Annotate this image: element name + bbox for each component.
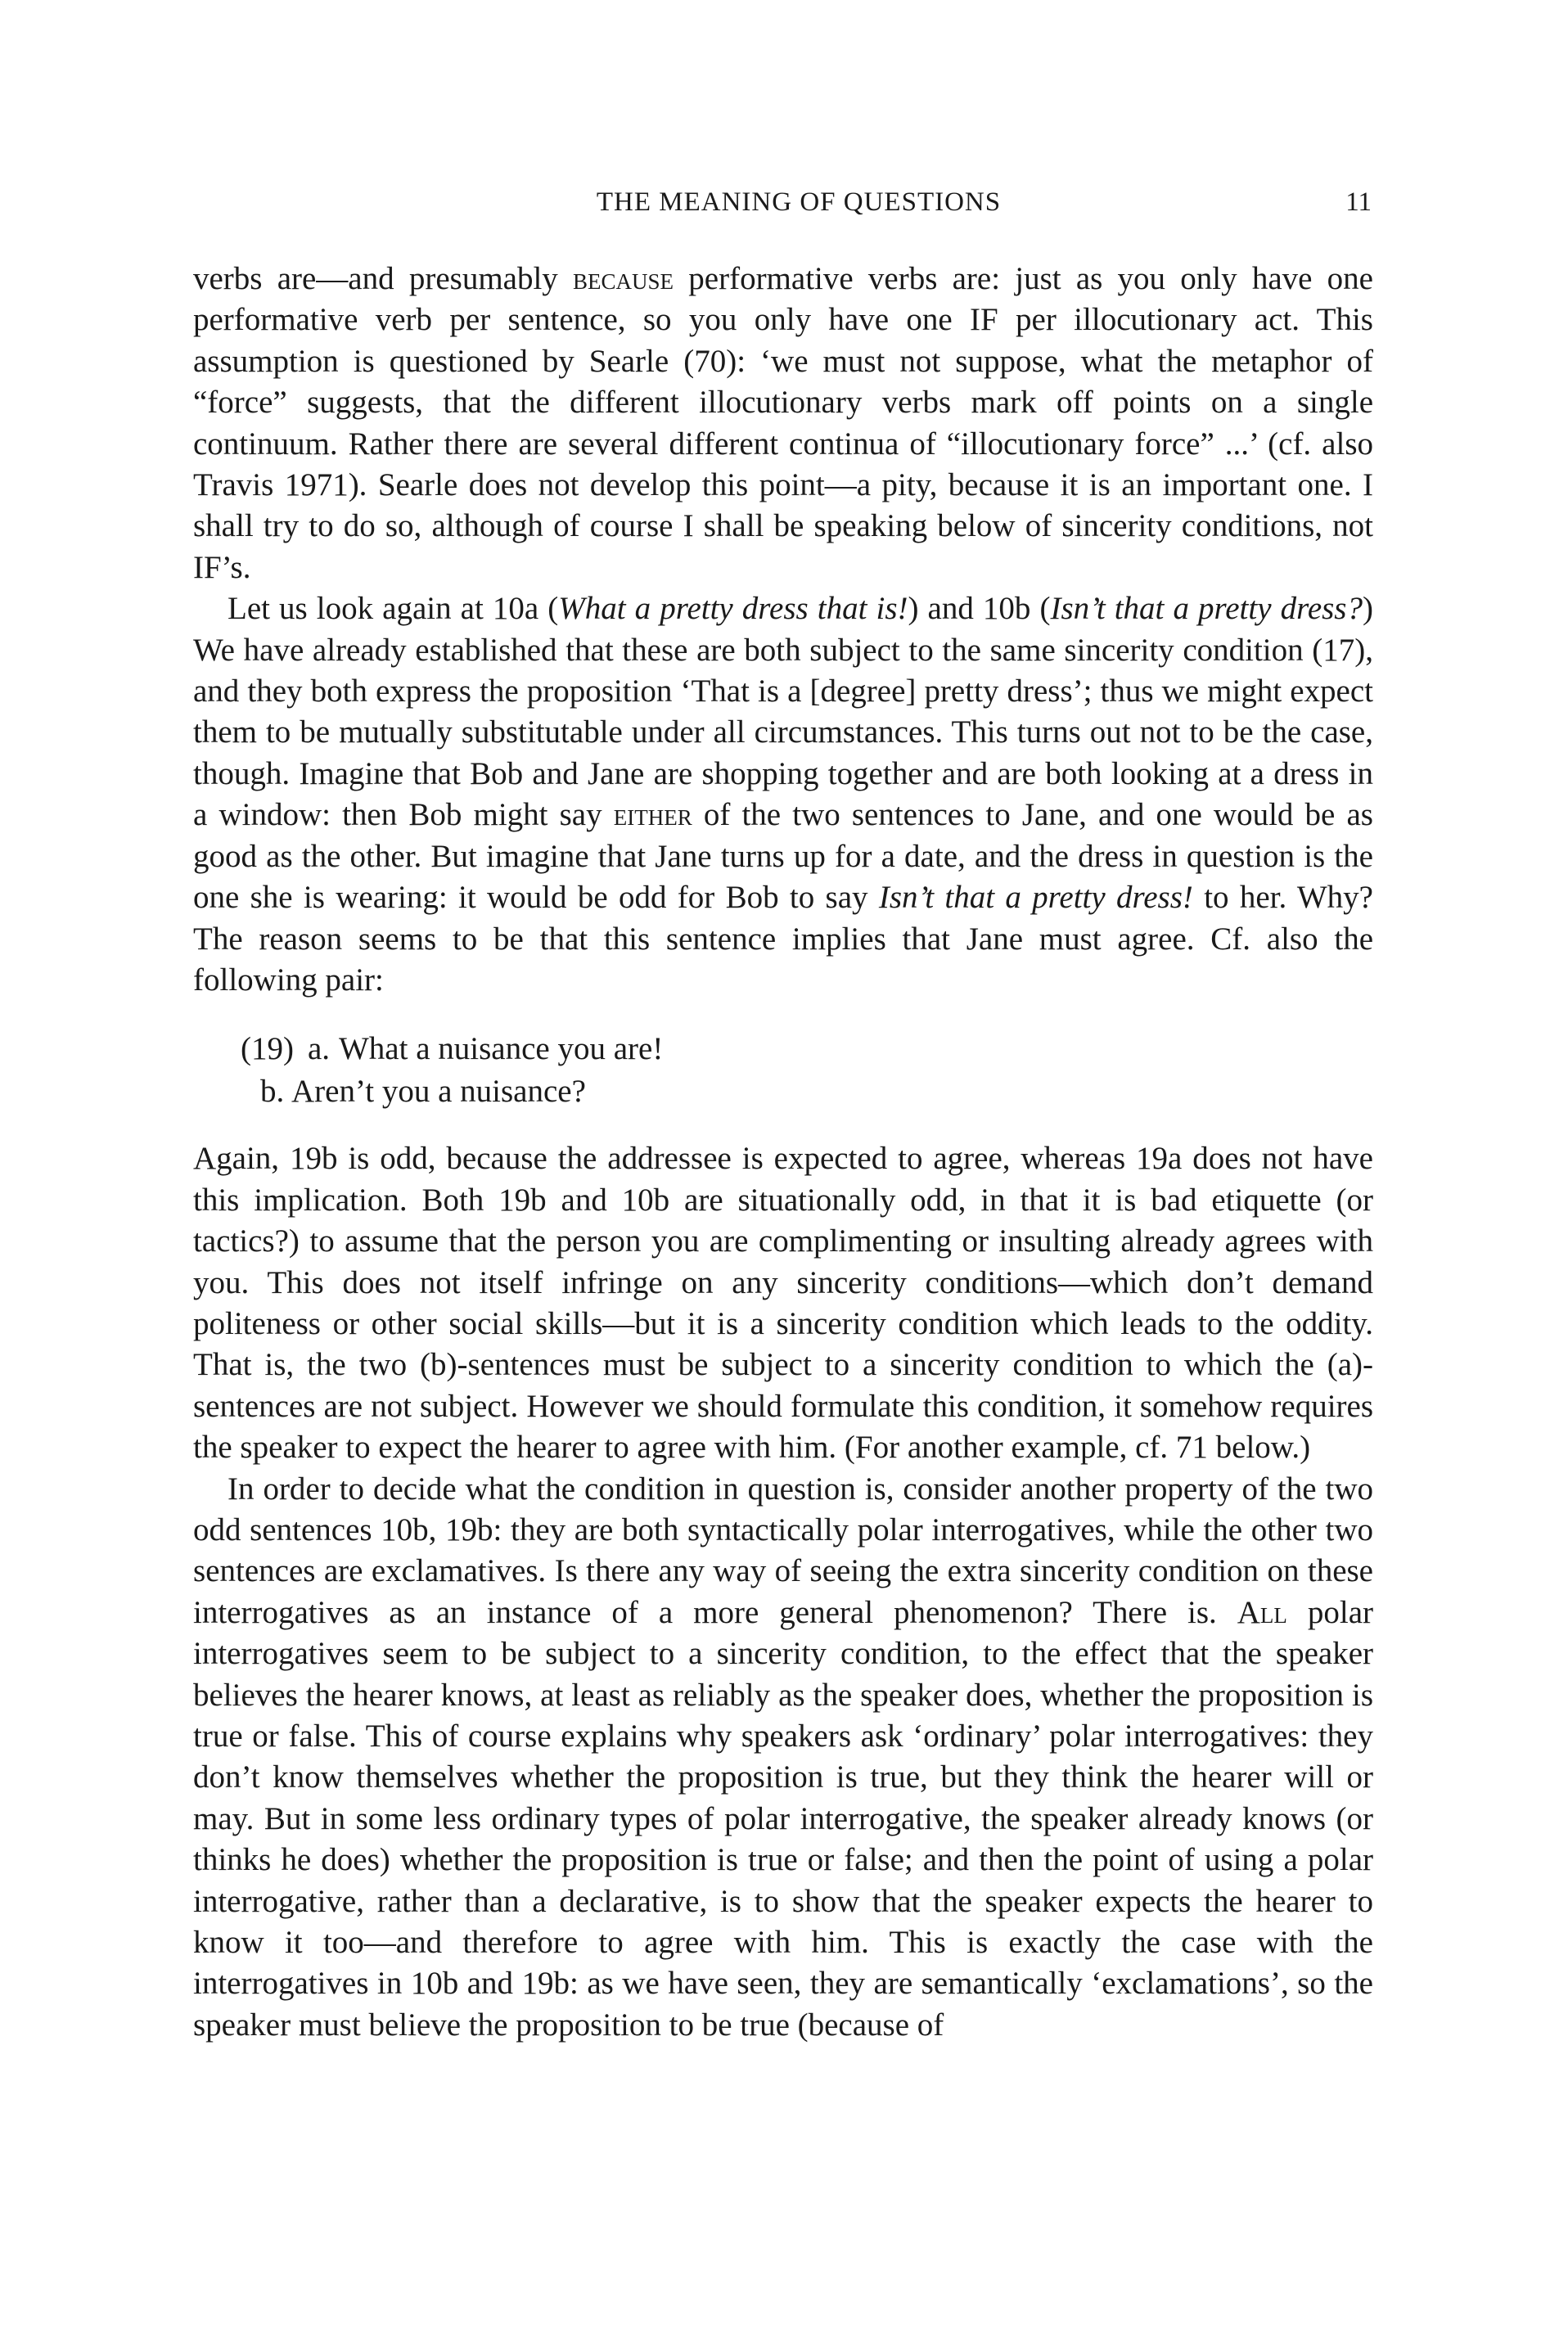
example-item-text: Aren’t you a nuisance? — [291, 1074, 586, 1110]
paragraph-4-text-a: In order to decide what the condition in question is, consider another property of the two odd sentences 10b, 19b: they are both syntactically polar interrogatives, while the other two sentences are exclamatives. Is there any way of seeing the extra sincerity condition on these interrogatives as an instance of a more general phenomenon? There is. — [193, 1471, 1373, 1630]
paragraph-2-italic-example-10a: What a pretty dress that is! — [558, 591, 908, 627]
example-number: (19) — [241, 1031, 294, 1067]
paragraph-4 — [193, 1469, 1373, 2047]
example-item-text: What a nuisance you are! — [339, 1031, 664, 1067]
body-text — [193, 259, 1373, 2046]
running-head — [193, 182, 1372, 223]
example-19 — [193, 1029, 1373, 1114]
paragraph-2-text-a: Let us look again at 10a ( — [228, 591, 559, 627]
paragraph-2-text-c: ) and 10b ( — [908, 591, 1051, 627]
example-19-item-a — [193, 1029, 1373, 1071]
paragraph-2-italic-quote: Isn’t that a pretty dress! — [878, 880, 1193, 916]
paragraph-4-smallcaps-all: All — [1237, 1594, 1287, 1630]
paragraph-2-text-i: to her. Why? The reason seems to be that this sentence implies that Jane must agree. Cf. also the following pair: — [193, 880, 1373, 998]
example-19-item-b — [193, 1071, 1373, 1114]
paragraph-2-smallcaps-either: either — [613, 797, 692, 833]
example-item-letter: a. — [308, 1031, 331, 1067]
example-item-letter: b. — [260, 1074, 285, 1110]
paragraph-3: Again, 19b is odd, because the addressee is expected to agree, whereas 19a does not have this implication. Both 19b and 10b are situationally odd, in that it is bad etiquette (or tactics?) to assume that the person you are complimenting or insulting already agrees with you. This does not itself infringe on any sincerity conditions—which don’t demand politeness or other social skills—but it is a sincerity condition which leads to the oddity. That is, the two (b)-sentences must be subject to a sincerity condition to which the (a)-sentences are not subject. However we should formulate this condition, it somehow requires the speaker to expect the hearer to agree with him. (For another example, cf. 71 below.) — [193, 1141, 1373, 1466]
paragraph-2-text-e: ) We have already established that these are both subject to the same sincerity condition (17), and they both express the proposition ‘That is a [degree] pretty dress’; thus we might expect them to be mutually substitutable under all circumstances. This turns out not to be the case, though. Imagine that Bob and Jane are shopping together and are both looking at a dress in a window: then Bob might say — [193, 591, 1373, 833]
paragraph-1-text-c: performative verbs are: just as you only have one performative verb per sentence, so you only have one IF per illocutionary act. This assumption is questioned by Searle (70): ‘we must not suppose, what the metaphor of “force” suggests, that the different illocutionary verbs mark off points on a single continuum. Rather there are several different continua of “illocutionary force” ...’ (cf. also Travis 1971). Searle does not develop this point—a pity, because it is an important one. I shall try to do so, although of course I shall be speaking below of sincerity conditions, not IF’s. — [193, 261, 1373, 585]
paragraph-2-text-g: of the two sentences to Jane, and one would be as good as the other. But imagine that Jane turns up for a date, and the dress in question is the one she is wearing: it would be odd for Bob to say — [193, 797, 1373, 916]
paragraph-2 — [193, 588, 1373, 1001]
page-number: 11 — [1345, 187, 1372, 217]
paragraph-2-italic-example-10b: Isn’t that a pretty dress? — [1050, 591, 1363, 627]
paragraph-1-smallcaps-because: because — [573, 261, 674, 296]
running-head-title: THE MEANING OF QUESTIONS — [596, 187, 1002, 217]
paragraph-4-text-c: polar interrogatives seem to be subject to a sincerity condition, to the effect that the speaker believes the hearer knows, at least as reliably as the speaker does, whether the proposition is true or false. This of course explains why speakers ask ‘ordinary’ polar interrogatives: they don’t know themselves whether the proposition is true, but they think the hearer will or may. But in some less ordinary types of polar interrogative, the speaker already knows (or thinks he does) whether the proposition is true or false; and then the point of using a polar interrogative, rather than a declarative, is to show that the speaker expects the hearer to know it too—and therefore to agree with him. This is exactly the case with the interrogatives in 10b and 19b: as we have seen, they are semantically ‘exclamations’, so the speaker must believe the proposition to be true (because of — [193, 1594, 1374, 2043]
paragraph-1-text-a: verbs are—and presumably — [193, 261, 574, 296]
paragraph-1 — [193, 259, 1373, 588]
